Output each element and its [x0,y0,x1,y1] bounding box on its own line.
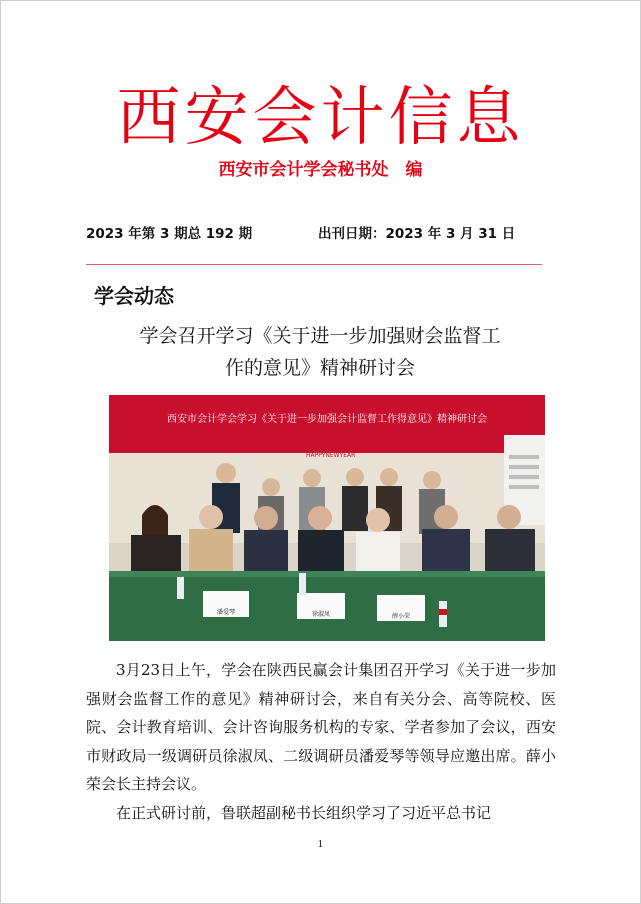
nameplate-3: 薛小荣 [391,613,410,620]
headline-line-2: 作的意见》精神研讨会 [224,357,415,379]
section-title: 学会动态 [94,284,174,308]
nameplate-2: 徐淑凤 [311,611,330,618]
article-headline [90,320,550,384]
article-paragraph-1: 3月23日上午，学会在陕西民赢会计集团召开学习《关于进一步加强财会监督工作的意见》精神研讨会，来自有关分会、高等院校、医院、会计教育培训、会计咨询服务机构的专家、学者参加了会议，西安市财政局一级调研员徐淑凤、二级调研员潘爱琴等领导应邀出席。薛小荣会长主持会议。 [86,661,556,793]
meeting-photo-illustration [109,395,545,641]
header-divider [86,264,542,265]
article-body [86,656,556,827]
nameplate-1: 潘爱琴 [216,609,235,616]
masthead-subtitle: 西安市会计学会秘书处 编 [218,160,423,180]
publication-date: 出刊日期：2023 年 3 月 31 日 [318,226,516,242]
meeting-photo [109,395,545,641]
photo-banner: 西安市会计学会学习《关于进一步加强会计监督工作得意见》精神研讨会 [167,414,487,425]
masthead-title: 西安会计信息 [116,81,525,155]
article-paragraph-2: 在正式研讨前，鲁联超副秘书长组织学习了习近平总书记 [116,803,492,822]
headline-line-1: 学会召开学习《关于进一步加强财会监督工 [139,325,501,347]
page-number: 1 [317,840,324,850]
photo-wall-text: HAPPYNEWYEAR [306,452,356,459]
issue-number: 2023 年第 3 期总 192 期 [86,226,253,242]
